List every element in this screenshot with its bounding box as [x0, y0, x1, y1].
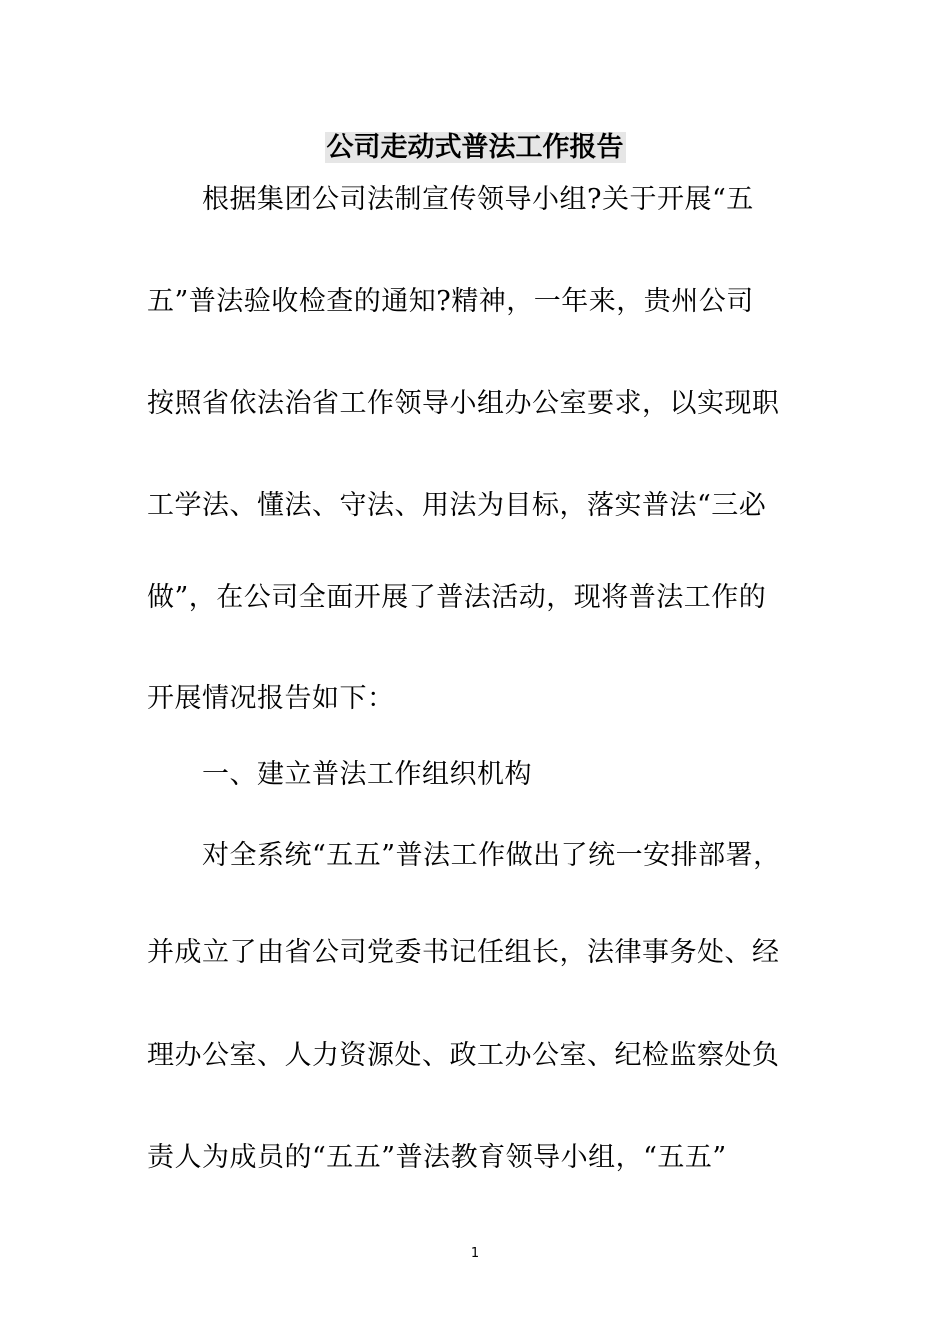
- document-title: [0, 128, 950, 168]
- paragraph-line: 做”，在公司全面开展了普法活动，现将普法工作的: [147, 582, 767, 613]
- paragraph-line: 并成立了由省公司党委书记任组长，法律事务处、经: [147, 937, 780, 968]
- paragraph-line: 理办公室、人力资源处、政工办公室、纪检监察处负: [147, 1040, 780, 1071]
- paragraph-line: 工学法、懂法、守法、用法为目标，落实普法“三必: [147, 490, 767, 521]
- paragraph-line: 根据集团公司法制宣传领导小组?关于开展“五: [202, 184, 754, 215]
- section-heading: 一、建立普法工作组织机构: [202, 759, 532, 790]
- paragraph-line: 对全系统“五五”普法工作做出了统一安排部署，: [202, 840, 781, 871]
- page-number: 1: [470, 1246, 480, 1261]
- paragraph-line: 责人为成员的“五五”普法教育领导小组，“五五”: [147, 1142, 727, 1173]
- paragraph-line: 按照省依法治省工作领导小组办公室要求，以实现职: [147, 388, 780, 419]
- document-title-text: 公司走动式普法工作报告: [326, 132, 624, 163]
- paragraph-line: 五”普法验收检查的通知?精神，一年来，贵州公司: [147, 286, 754, 317]
- paragraph-line: 开展情况报告如下：: [147, 683, 395, 714]
